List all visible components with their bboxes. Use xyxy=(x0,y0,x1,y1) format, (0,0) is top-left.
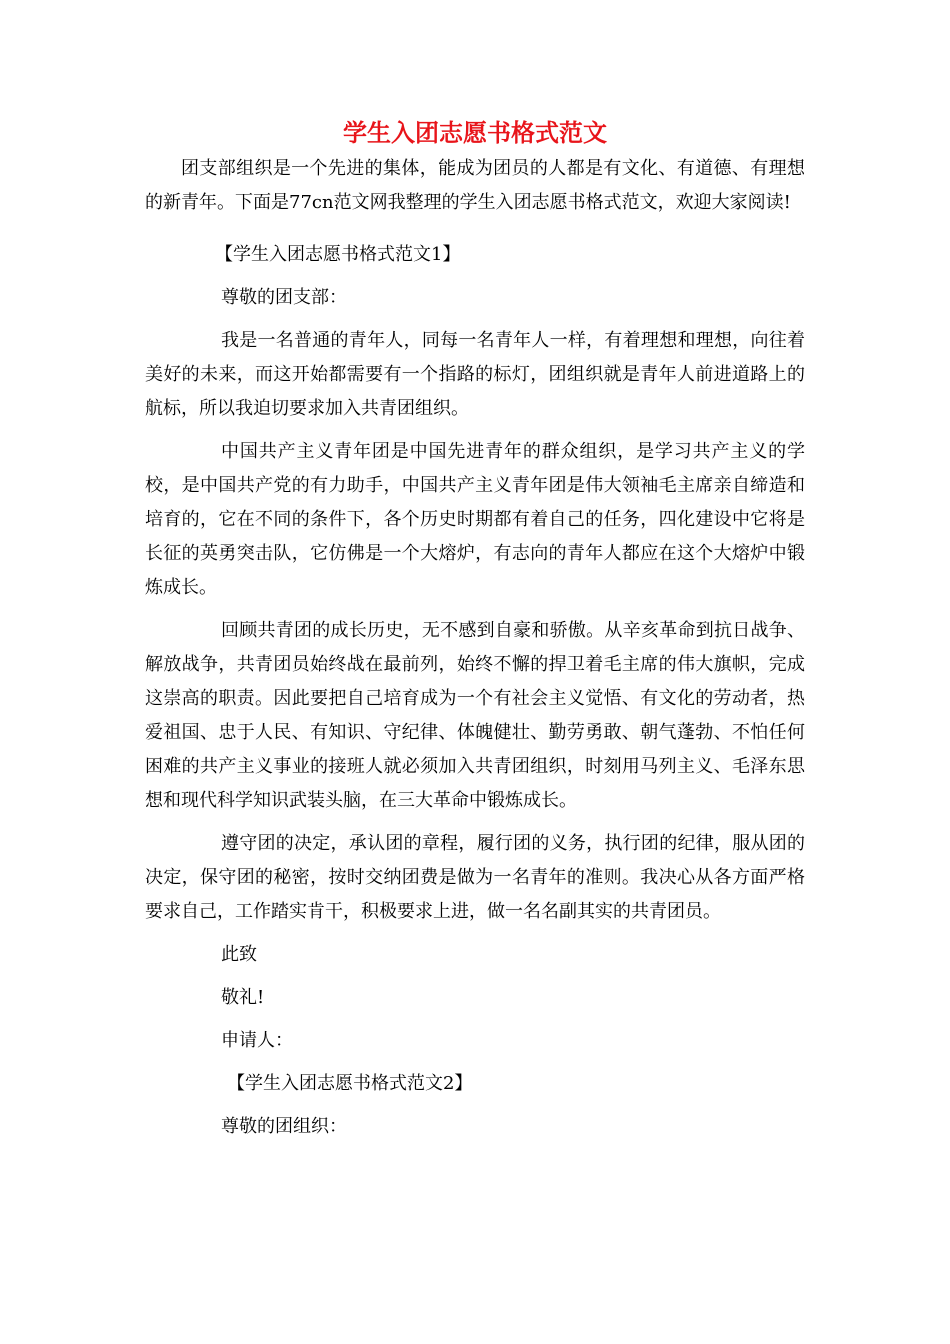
sample2-salutation: 尊敬的团组织： xyxy=(221,1116,347,1137)
sample1-paragraph-3: 回顾共青团的成长历史，无不感到自豪和骄傲。从辛亥革命到抗日战争、解放战争，共青团员始终战在最前列，始终不懈的捍卫着毛主席的伟大旗帜，完成这崇高的职责。因此要把自己培育成为一个有社会主义觉悟、有文化的劳动者，热爱祖国、忠于人民、有知识、守纪律、体魄健壮、勤劳勇敢、朝气蓬勃、不怕任何困难的共产主义事业的接班人就必须加入共青团组织，时刻用马列主义、毛泽东思想和现代科学知识武装头脑，在三大革命中锻炼成长。 xyxy=(145,620,805,811)
document-body xyxy=(145,152,805,1144)
sample1-closing-1: 此致 xyxy=(221,944,257,965)
sample1-closing-2: 敬礼! xyxy=(221,987,265,1008)
sample1-paragraph-1: 我是一名普通的青年人，同每一名青年人一样，有着理想和理想，向往着美好的未来，而这开始都需要有一个指路的标灯，团组织就是青年人前进道路上的航标，所以我迫切要求加入共青团组织。 xyxy=(145,330,805,419)
sample1-heading: 【学生入团志愿书格式范文1】 xyxy=(215,244,461,265)
sample1-salutation: 尊敬的团支部： xyxy=(221,287,347,308)
sample2-heading: 【学生入团志愿书格式范文2】 xyxy=(227,1073,473,1094)
sample1-paragraph-2: 中国共产主义青年团是中国先进青年的群众组织，是学习共产主义的学校，是中国共产党的有力助手，中国共产主义青年团是伟大领袖毛主席亲自缔造和培育的，它在不同的条件下，各个历史时期都有着自己的任务，四化建设中它将是长征的英勇突击队，它仿佛是一个大熔炉，有志向的青年人都应在这个大熔炉中锻炼成长。 xyxy=(145,441,805,598)
sample1-applicant: 申请人： xyxy=(221,1030,293,1051)
sample1-paragraph-4: 遵守团的决定，承认团的章程，履行团的义务，执行团的纪律，服从团的决定，保守团的秘密，按时交纳团费是做为一名青年的准则。我决心从各方面严格要求自己，工作踏实肯干，积极要求上进，做一名名副其实的共青团员。 xyxy=(145,833,805,922)
document-title: 学生入团志愿书格式范文 xyxy=(343,118,607,147)
intro-paragraph: 团支部组织是一个先进的集体，能成为团员的人都是有文化、有道德、有理想的新青年。下面是77cn范文网我整理的学生入团志愿书格式范文，欢迎大家阅读! xyxy=(145,158,805,213)
